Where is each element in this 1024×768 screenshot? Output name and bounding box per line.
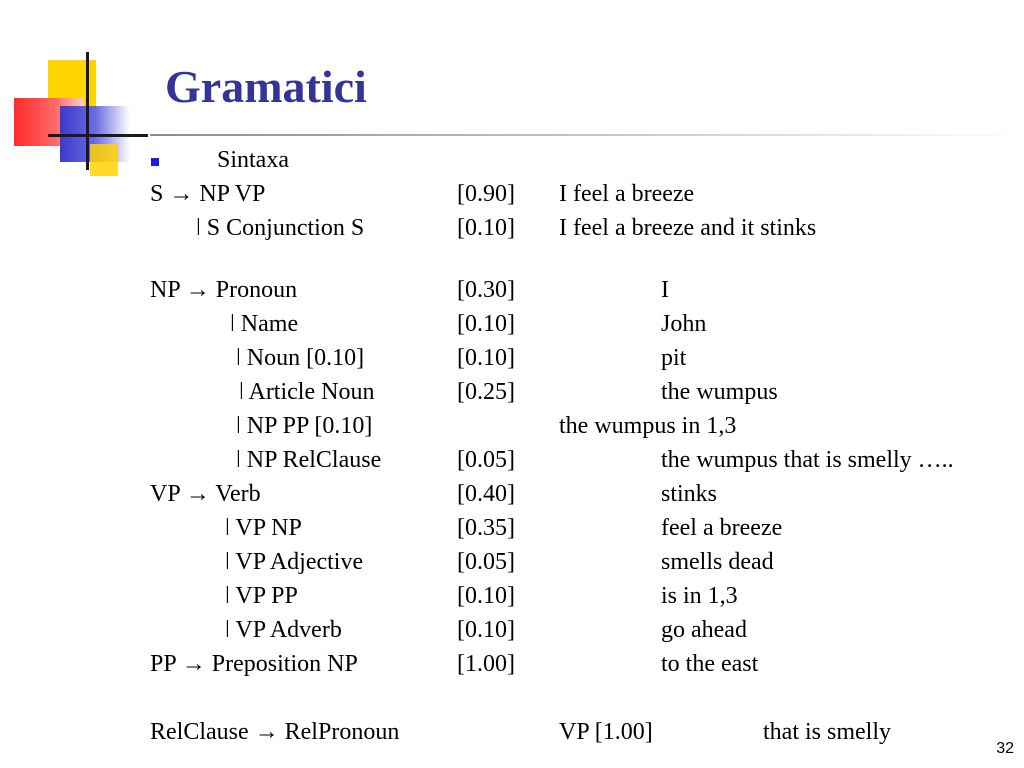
rule-probability: [0.35] bbox=[457, 515, 515, 541]
rule-text: ǀ VP PP bbox=[225, 583, 298, 609]
rule-text: ǀ VP Adverb bbox=[225, 617, 342, 643]
rule-text: NP → Pronoun bbox=[150, 277, 298, 303]
rule-example: I feel a breeze and it stinks bbox=[559, 215, 817, 241]
rule-example: the wumpus bbox=[661, 379, 778, 405]
rule-example: go ahead bbox=[661, 617, 747, 643]
rule-probability: [0.10] bbox=[457, 311, 515, 337]
rule-text: RelClause → RelPronoun bbox=[150, 719, 400, 745]
rule-text: ǀ S Conjunction S bbox=[196, 215, 365, 241]
slide-title: Gramatici bbox=[165, 61, 367, 112]
rule-text: VP → Verb bbox=[150, 481, 261, 507]
rule-probability: [0.10] bbox=[457, 617, 515, 643]
rule-probability: VP [1.00] bbox=[559, 719, 653, 745]
rule-example: feel a breeze bbox=[661, 515, 783, 541]
rule-example: stinks bbox=[661, 481, 718, 507]
rule-example: the wumpus in 1,3 bbox=[559, 413, 737, 439]
rule-example: pit bbox=[661, 345, 687, 371]
rule-text: ǀ Noun [0.10] bbox=[236, 345, 365, 371]
rule-text: S → NP VP bbox=[150, 181, 266, 207]
page-number: 32 bbox=[996, 740, 1014, 757]
rule-text: ǀ NP RelClause bbox=[236, 447, 382, 473]
rule-text: ǀ NP PP [0.10] bbox=[236, 413, 373, 439]
rule-text: ǀ VP NP bbox=[225, 515, 302, 541]
rule-example: John bbox=[661, 311, 707, 337]
rule-probability: [0.10] bbox=[457, 345, 515, 371]
rule-probability: [0.05] bbox=[457, 549, 515, 575]
decor-horizontal-line bbox=[48, 134, 148, 137]
rule-text: ǀ Article Noun bbox=[239, 379, 375, 405]
rule-probability: [0.05] bbox=[457, 447, 515, 473]
rule-probability: [0.25] bbox=[457, 379, 515, 405]
rule-example: to the east bbox=[661, 651, 759, 677]
bullet-square-icon bbox=[151, 158, 159, 166]
rule-example: is in 1,3 bbox=[661, 583, 738, 609]
rule-example: that is smelly bbox=[763, 719, 891, 745]
rule-probability: [1.00] bbox=[457, 651, 515, 677]
rule-text: ǀ VP Adjective bbox=[225, 549, 364, 575]
rule-example: smells dead bbox=[661, 549, 774, 575]
rule-example: I bbox=[661, 277, 669, 303]
title-underline bbox=[150, 134, 1024, 136]
section-heading: Sintaxa bbox=[217, 147, 289, 173]
decor-vertical-line bbox=[86, 52, 89, 170]
rule-example: the wumpus that is smelly ….. bbox=[661, 447, 954, 473]
rule-text: ǀ Name bbox=[230, 311, 299, 337]
rule-text: PP → Preposition NP bbox=[150, 651, 358, 677]
rule-probability: [0.90] bbox=[457, 181, 515, 207]
rule-probability: [0.30] bbox=[457, 277, 515, 303]
decor-small-yellow-square bbox=[90, 144, 118, 176]
rule-probability: [0.10] bbox=[457, 215, 515, 241]
rule-probability: [0.10] bbox=[457, 583, 515, 609]
rule-example: I feel a breeze bbox=[559, 181, 695, 207]
rule-probability: [0.40] bbox=[457, 481, 515, 507]
